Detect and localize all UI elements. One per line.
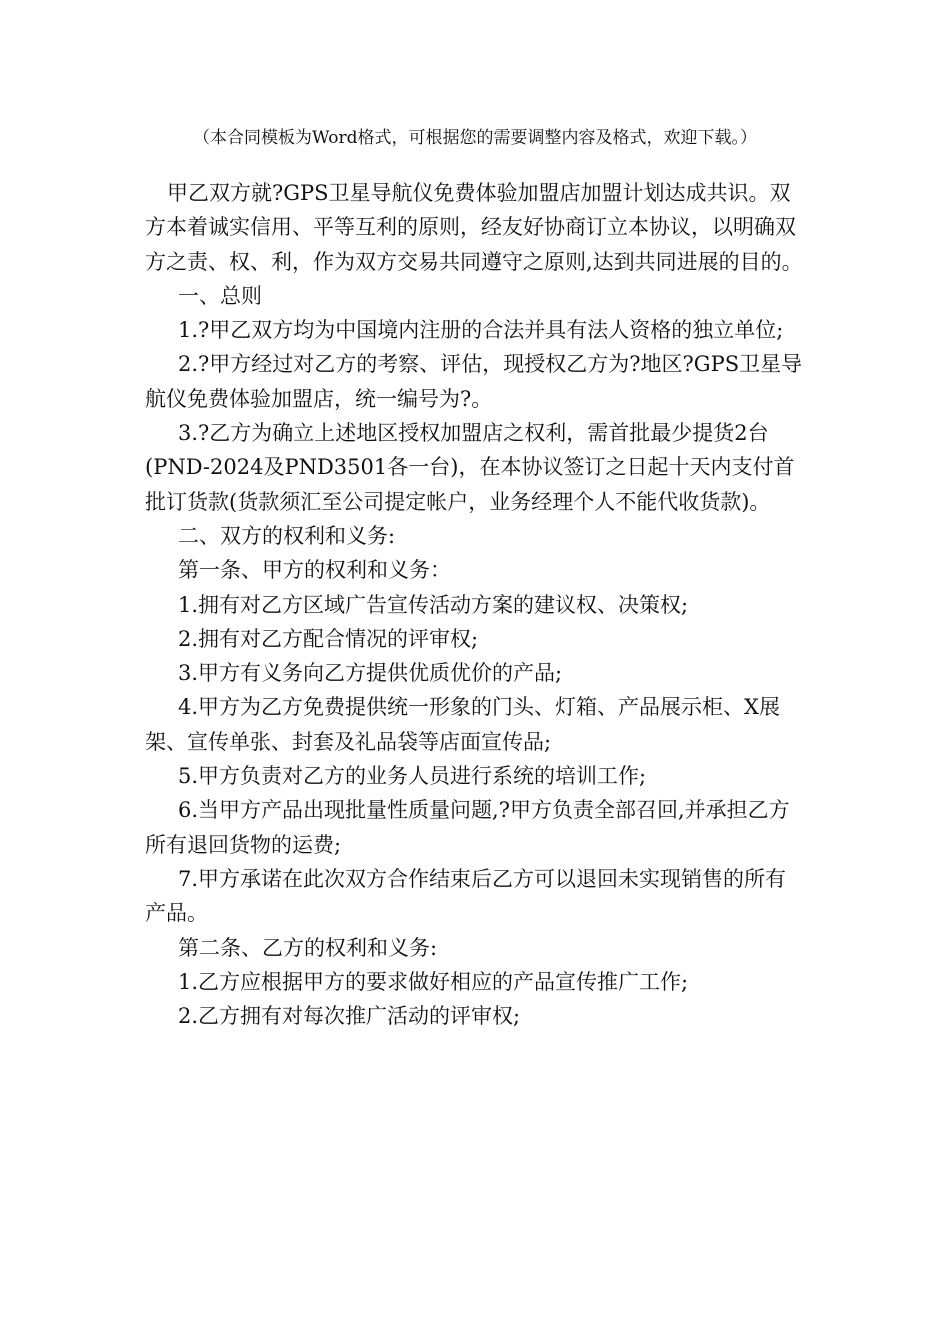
party-a-clause-2: 2.拥有对乙方配合情况的评审权; (178, 626, 479, 651)
party-b-clause-1: 1.乙方应根据甲方的要求做好相应的产品宣传推广工作; (178, 969, 689, 994)
article-heading-party-b: 第二条、乙方的权利和义务: (178, 935, 438, 960)
party-a-clause-4: 4.甲方为乙方免费提供统一形象的门头、灯箱、产品展示柜、X展架、宣传单张、封套及礼品袋等店面宣传品; (145, 695, 780, 754)
section-heading-rights: 二、双方的权利和义务: (178, 523, 396, 548)
section-heading-general: 一、总则 (178, 283, 262, 308)
contract-body (145, 176, 807, 1033)
template-note: （本合同模板为Word格式，可根据您的需要调整内容及格式，欢迎下载。） (192, 128, 758, 148)
party-a-clause-1: 1.拥有对乙方区域广告宣传活动方案的建议权、决策权; (178, 592, 689, 617)
party-a-clause-5: 5.甲方负责对乙方的业务人员进行系统的培训工作; (178, 764, 647, 789)
party-a-clause-3: 3.甲方有义务向乙方提供优质优价的产品; (178, 661, 563, 686)
party-b-clause-2: 2.乙方拥有对每次推广活动的评审权; (178, 1004, 521, 1029)
article-heading-party-a: 第一条、甲方的权利和义务： (178, 558, 451, 583)
general-clause-2: 2.?甲方经过对乙方的考察、评估，现授权乙方为?地区?GPS卫星导航仪免费体验加盟店，统一编号为?。 (145, 352, 803, 411)
general-clause-3: 3.?乙方为确立上述地区授权加盟店之权利，需首批最少提货2台(PND-2024及PND3501各一台)，在本协议签订之日起十天内支付首批订货款(货款须汇至公司提定帐户，业务经理个人不能代收货款)。 (145, 421, 795, 514)
party-a-clause-7: 7.甲方承诺在此次双方合作结束后乙方可以退回未实现销售的所有产品。 (145, 866, 787, 926)
party-a-clause-6: 6.当甲方产品出现批量性质量问题,?甲方负责全部召回,并承担乙方所有退回货物的运费; (145, 798, 790, 857)
intro-paragraph: 甲乙双方就?GPS卫星导航仪免费体验加盟店加盟计划达成共识。双方本着诚实信用、平等互利的原则，经友好协商订立本协议，以明确双方之责、权、利，作为双方交易共同遵守之原则,达到共同进展的目的。 (145, 181, 803, 274)
general-clause-1: 1.?甲乙双方均为中国境内注册的合法并具有法人资格的独立单位; (178, 318, 784, 343)
